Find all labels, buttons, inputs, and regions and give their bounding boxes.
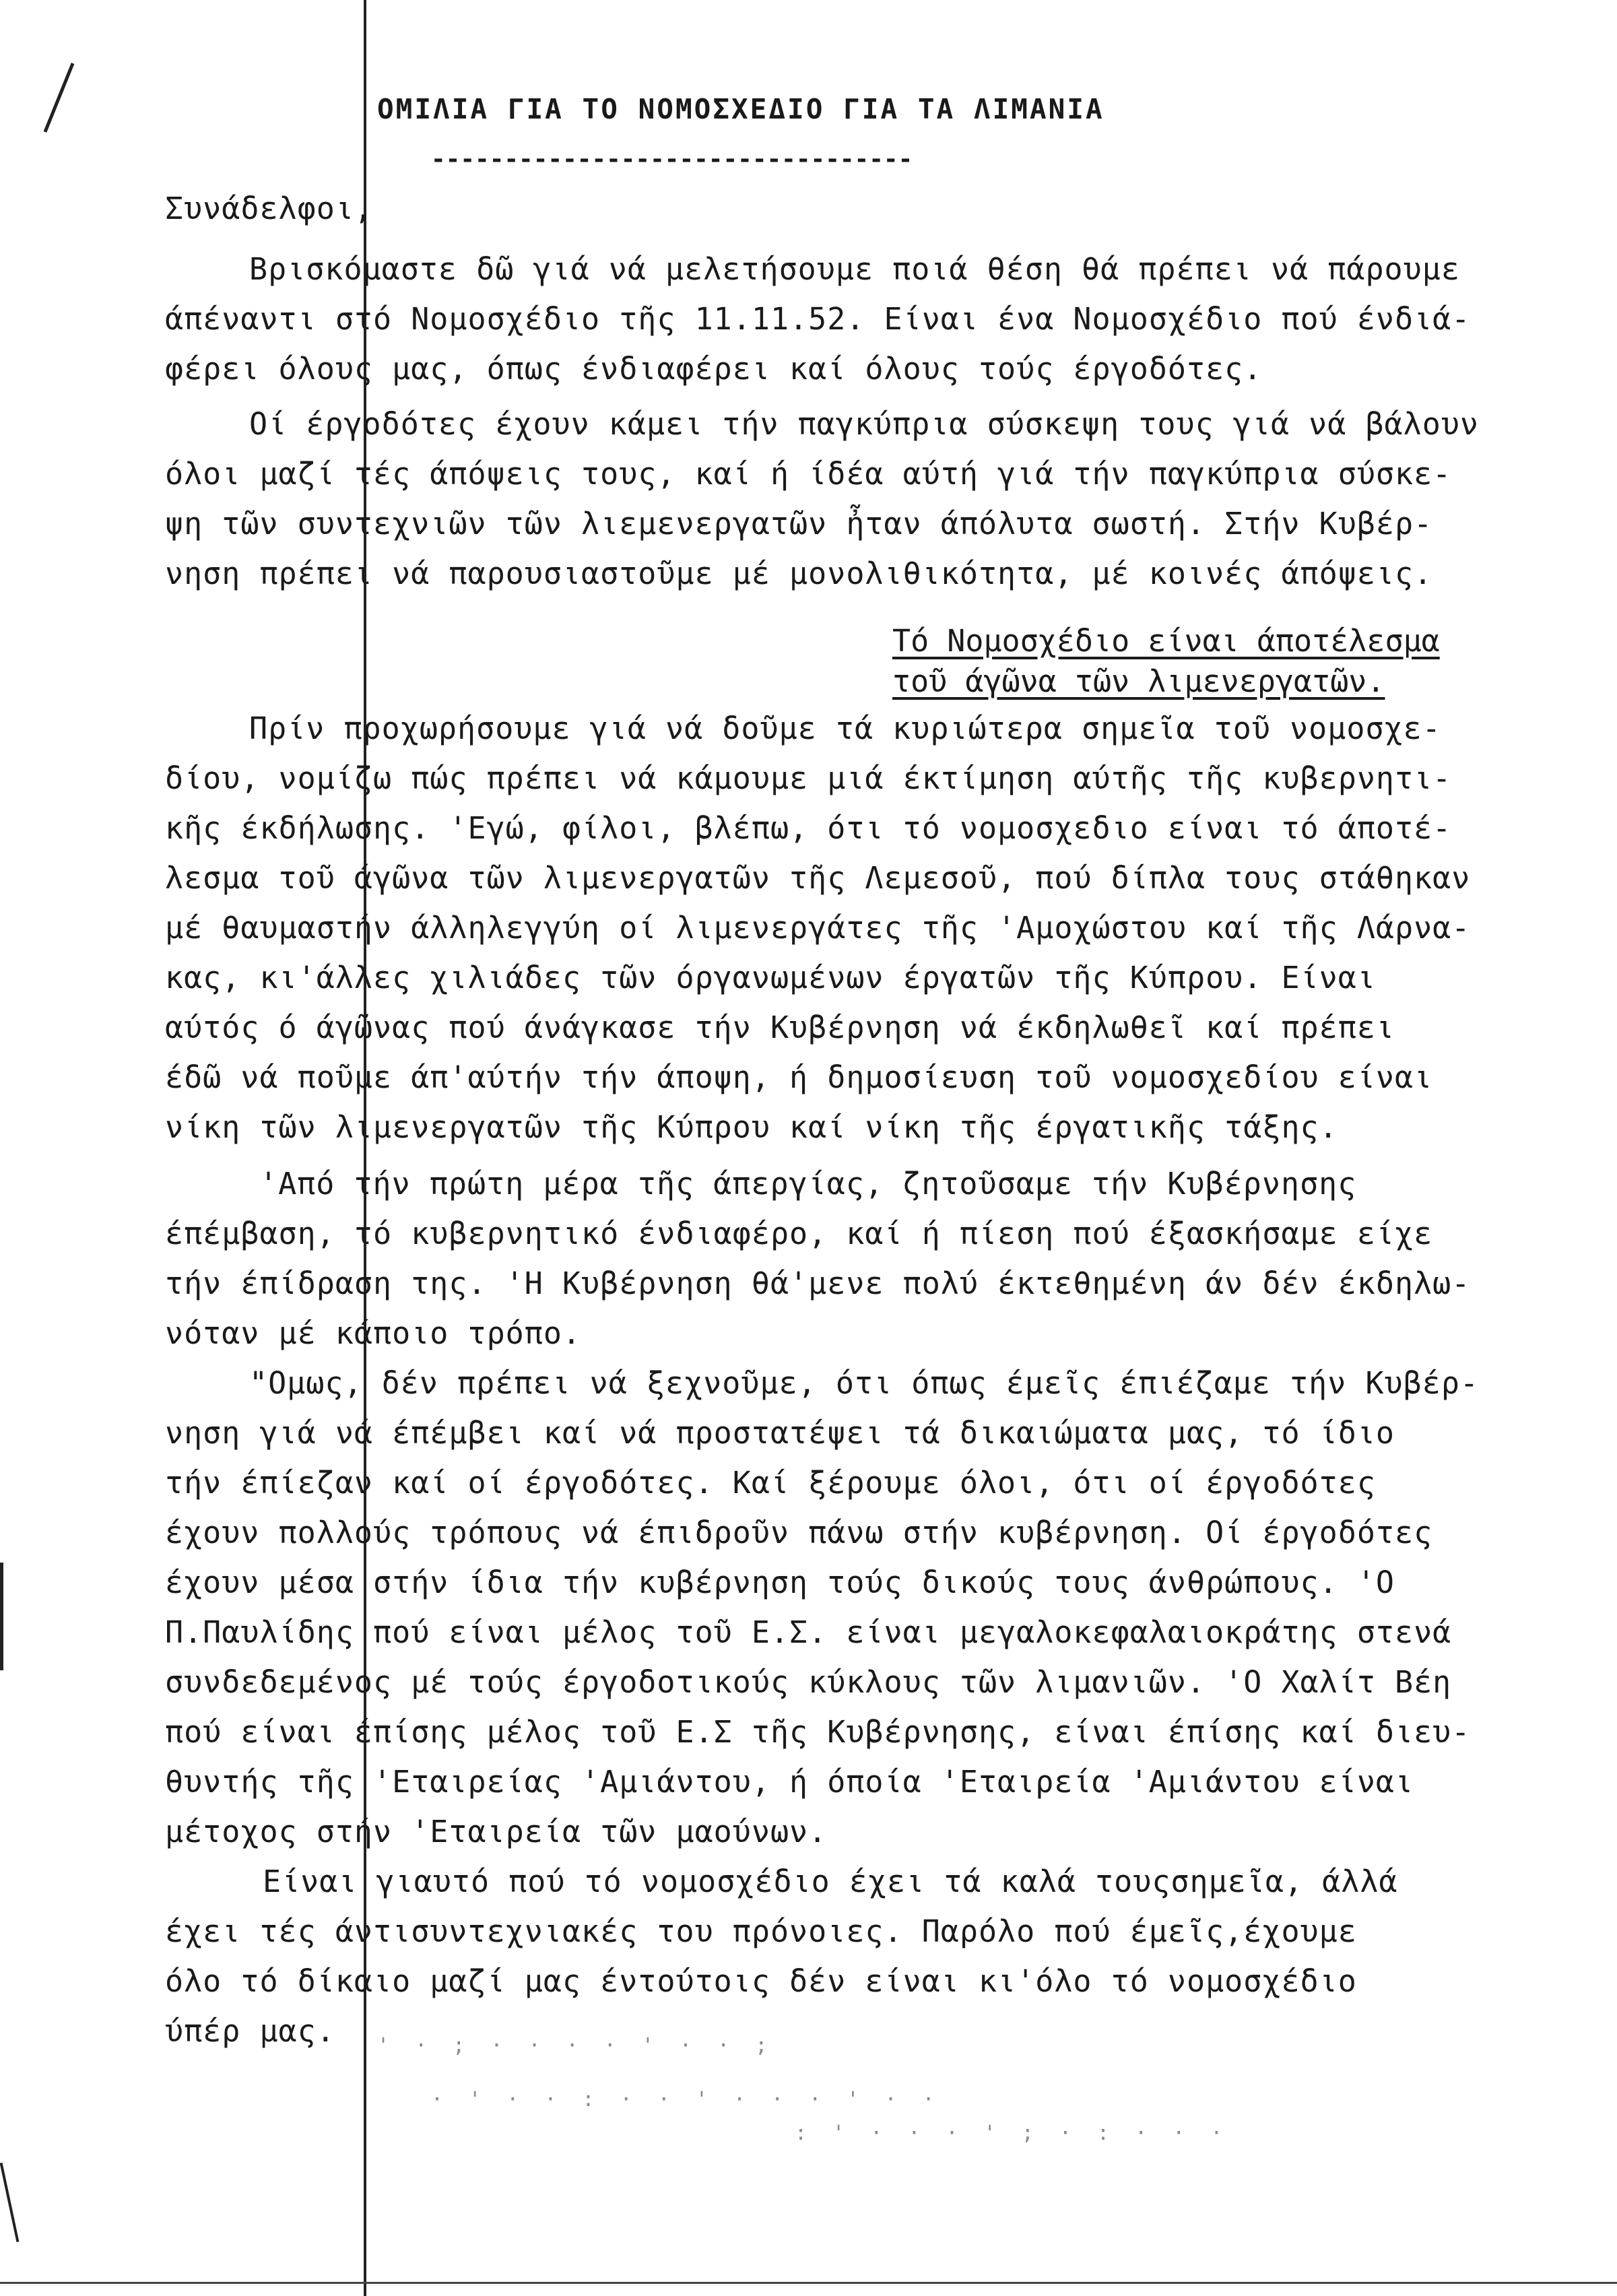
salutation: Συνάδελφοι,: [165, 191, 374, 226]
body-line: κας, κι'άλλες χιλιάδες τῶν όργανωμένων έργατῶν τῆς Κύπρου. Είναι: [165, 960, 1376, 995]
body-line: άπέναντι στό Νομοσχέδιο τῆς 11.11.52. Είναι ένα Νομοσχέδιο πού ένδιά-: [165, 301, 1471, 337]
body-line: 'Από τήν πρώτη μέρα τῆς άπεργίας, ζητοῦσαμε τήν Κυβέρνησης: [259, 1166, 1357, 1202]
body-line: λεσμα τοῦ άγῶνα τῶν λιμενεργατῶν τῆς Λεμεσοῦ, πού δίπλα τους στάθηκαν: [165, 860, 1471, 896]
scan-mark-top-left: [44, 63, 75, 133]
body-line: νίκη τῶν λιμενεργατῶν τῆς Κύπρου καί νίκη τῆς έργατικῆς τάξης.: [165, 1109, 1338, 1145]
body-line: έχει τές άντισυντεχνιακές του πρόνοιες. Παρόλο πού έμεῖς,έχουμε: [165, 1913, 1357, 1949]
body-line: δίου, νομίζω πώς πρέπει νά κάμουμε μιά έκτίμηση αύτῆς τῆς κυβερνητι-: [165, 760, 1452, 796]
scan-bottom-edge: [0, 2282, 1617, 2284]
body-line: νηση γιά νά έπέμβει καί νά προστατέψει τά δικαιώματα μας, τό ίδιο: [165, 1415, 1395, 1451]
body-line: μέτοχος στήν 'Εταιρεία τῶν μαούνων.: [165, 1814, 828, 1849]
body-line: τήν έπίεζαν καί οί έργοδότες. Καί ξέρουμε όλοι, ότι οί έργοδότες: [165, 1465, 1376, 1501]
scan-noise-3: : ' · · · ' ; · : · · ·: [795, 2122, 1230, 2145]
scan-mark-left-1: [0, 1563, 3, 1670]
body-line: θυντής τῆς 'Εταιρείας 'Αμιάντου, ή όποία 'Εταιρεία 'Αμιάντου είναι: [165, 1764, 1414, 1800]
subheading-line-1: Τό Νομοσχέδιο είναι άποτέλεσμα: [892, 623, 1440, 659]
body-line: Οί έργοδότες έχουν κάμει τήν παγκύπρια σύσκεψη τους γιά νά βάλουν: [249, 406, 1479, 442]
body-line: Πρίν προχωρήσουμε γιά νά δοῦμε τά κυριώτερα σημεῖα τοῦ νομοσχε-: [249, 711, 1441, 746]
body-line: μέ θαυμαστήν άλληλεγγύη οί λιμενεργάτες τῆς 'Αμοχώστου καί τῆς Λάρνα-: [165, 910, 1471, 946]
body-line: Είναι γιαυτό πού τό νομοσχέδιο έχει τά καλά τουςσημεῖα, άλλά: [263, 1864, 1398, 1899]
body-line: κῆς έκδήλωσης. 'Εγώ, φίλοι, βλέπω, ότι τό νομοσχεδιο είναι τό άποτέ-: [165, 810, 1452, 846]
body-line: νηση πρέπει νά παρουσιαστοῦμε μέ μονολιθικότητα, μέ κοινές άπόψεις.: [165, 556, 1433, 591]
body-line: ψη τῶν συντεχνιῶν τῶν λιεμενεργατῶν ἦταν άπόλυτα σωστή. Στήν Κυβέρ-: [165, 506, 1433, 542]
body-line: όλοι μαζί τές άπόψεις τους, καί ή ίδέα αύτή γιά τήν παγκύπρια σύσκε-: [165, 456, 1452, 492]
body-line: έδῶ νά ποῦμε άπ'αύτήν τήν άποψη, ή δημοσίευση τοῦ νομοσχεδίου είναι: [165, 1059, 1433, 1095]
body-line: νόταν μέ κάποιο τρόπο.: [165, 1315, 582, 1351]
body-line: έχουν πολλούς τρόπους νά έπιδροῦν πάνω στήν κυβέρνηση. Οί έργοδότες: [165, 1515, 1433, 1550]
scan-mark-left-2: [0, 2163, 19, 2242]
scan-fold-line: [364, 0, 366, 2296]
body-line: όλο τό δίκαιο μαζί μας έντούτοις δέν είναι κι'όλο τό νομοσχέδιο: [165, 1963, 1357, 1999]
scan-noise-2: · ' · · : · · ' · · · ' · ·: [431, 2088, 942, 2111]
body-line: "Ομως, δέν πρέπει νά ξεχνοῦμε, ότι όπως έμεῖς έπιέζαμε τήν Κυβέρ-: [249, 1365, 1479, 1401]
body-line: φέρει όλους μας, όπως ένδιαφέρει καί όλους τούς έργοδότες.: [165, 351, 1263, 387]
body-line: έπέμβαση, τό κυβερνητικό ένδιαφέρο, καί ή πίεση πού έξασκήσαμε είχε: [165, 1216, 1433, 1251]
body-line: συνδεδεμένος μέ τούς έργοδοτικούς κύκλους τῶν λιμανιῶν. 'Ο Χαλίτ Βέη: [165, 1664, 1452, 1700]
subheading-line-2: τοῦ άγῶνα τῶν λιμενεργατῶν.: [892, 663, 1385, 699]
document-title: ΟΜΙΛΙΑ ΓΙΑ ΤΟ ΝΟΜΟΣΧΕΔΙΟ ΓΙΑ ΤΑ ΛΙΜΑΝΙΑ: [377, 93, 1104, 125]
body-line: τήν έπίδραση της. 'Η Κυβέρνηση θά'μενε πολύ έκτεθημένη άν δέν έκδηλω-: [165, 1266, 1471, 1301]
body-line: πού είναι έπίσης μέλος τοῦ Ε.Σ τῆς Κυβέρνησης, είναι έπίσης καί διευ-: [165, 1714, 1471, 1750]
body-line: Π.Παυλίδης πού είναι μέλος τοῦ Ε.Σ. είναι μεγαλοκεφαλαιοκράτης στενά: [165, 1614, 1452, 1650]
title-underline: ---------------------------------: [431, 145, 913, 173]
body-line: έχουν μέσα στήν ίδια τήν κυβέρνηση τούς δικούς τους άνθρώπους. 'Ο: [165, 1565, 1395, 1600]
scan-noise-1: ' · ; · · · · ' · · ;: [377, 2034, 774, 2058]
body-line: αύτός ό άγῶνας πού άνάγκασε τήν Κυβέρνηση νά έκδηλωθεῖ καί πρέπει: [165, 1010, 1395, 1045]
body-line: ύπέρ μας.: [165, 2013, 335, 2049]
body-line: Βρισκόμαστε δῶ γιά νά μελετήσουμε ποιά θέση θά πρέπει νά πάρουμε: [249, 251, 1460, 287]
